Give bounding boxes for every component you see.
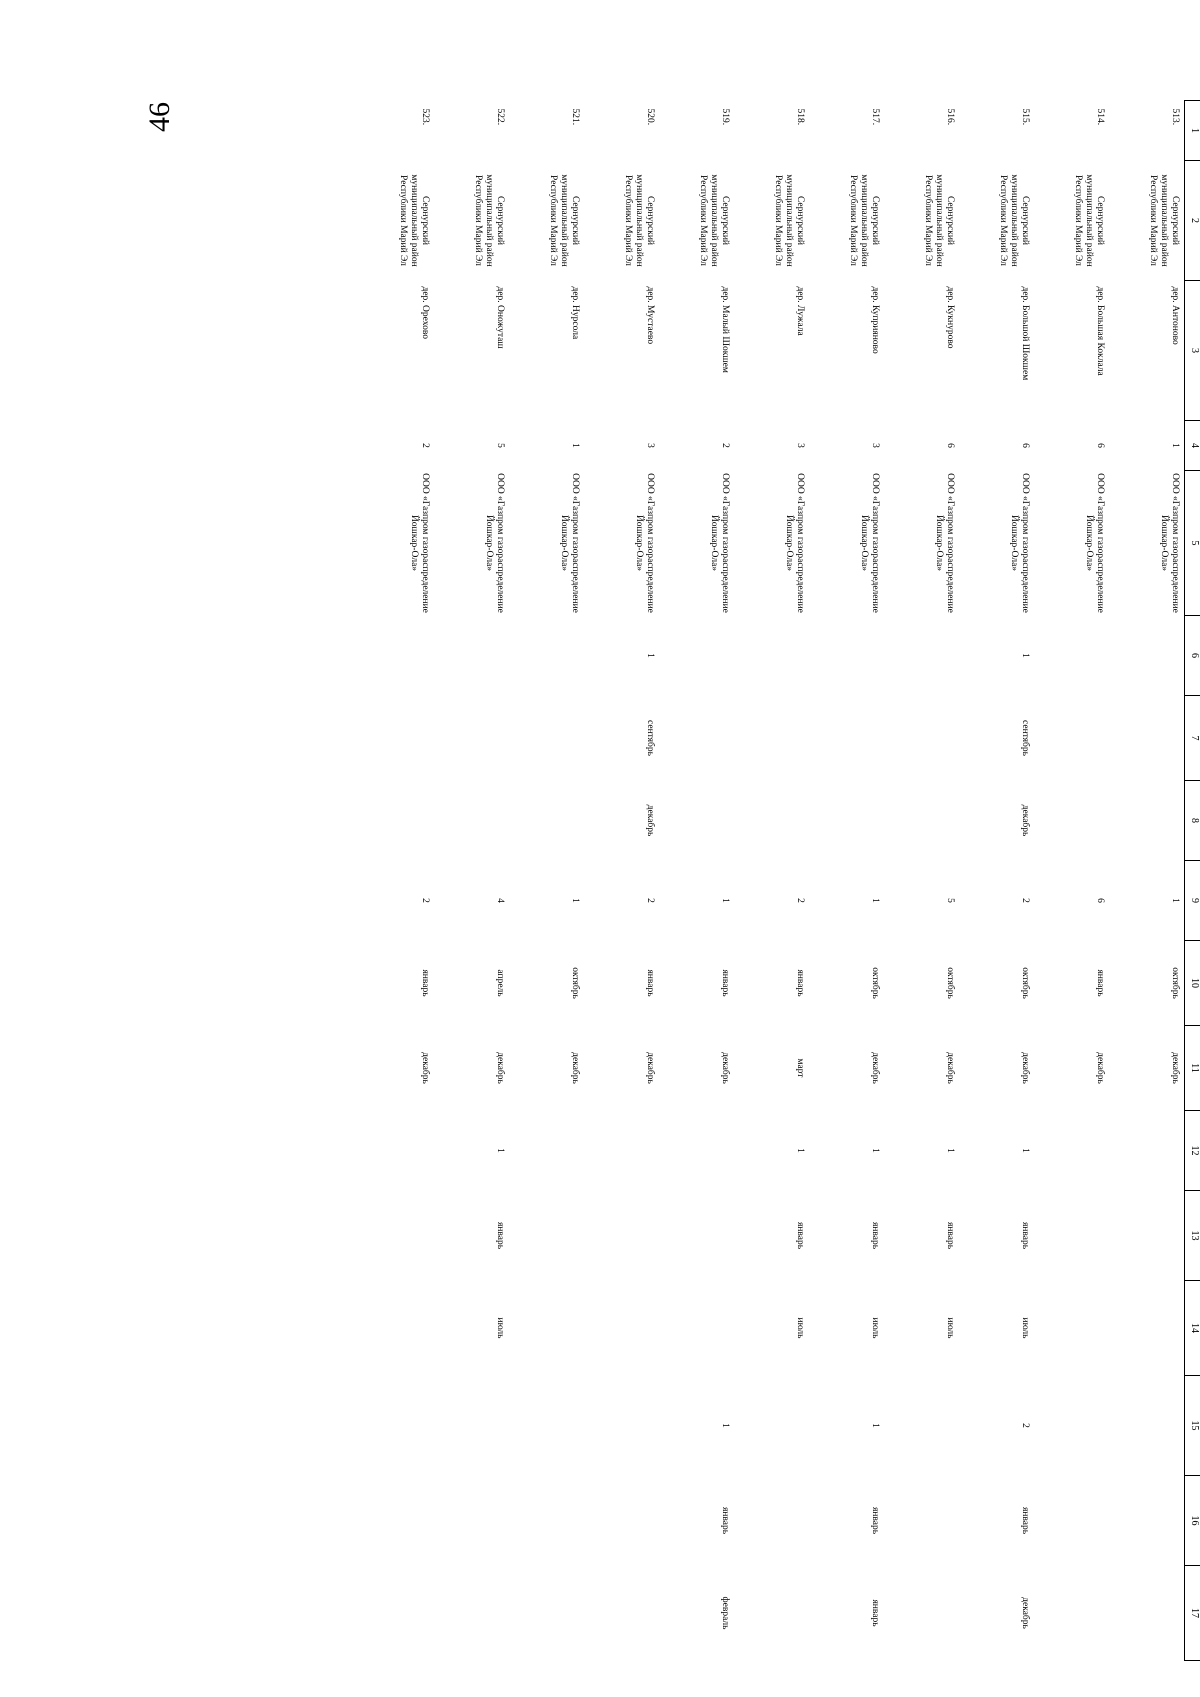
table-cell [1109,1566,1185,1661]
settlement-cell: дер. Антоново [1170,286,1180,345]
organization-cell: ООО «Газпром газораспределение Йошкар-Ола» [1084,473,1105,613]
table-cell [1109,696,1185,781]
table-cell: январь [870,1599,880,1627]
table-cell: 1 [870,1423,880,1428]
col-header: 3 [1185,281,1200,421]
table-cell [359,616,434,696]
table-row [584,101,659,1661]
table-cell: январь [1095,969,1105,997]
organization-cell: ООО «Газпром газораспределение Йошкар-Ола» [409,473,430,613]
settlement-cell: дер. Малый Шокшем [720,286,730,373]
table-cell [1109,781,1185,861]
col-header: 13 [1185,1191,1200,1281]
organization-cell: ООО «Газпром газораспределение Йошкар-Ола» [484,473,505,613]
table-cell: декабрь [1020,804,1030,837]
table-cell [734,1376,809,1476]
table-cell [584,1476,659,1566]
table-cell: октябрь [1020,967,1030,999]
table-cell [809,781,884,861]
table-cell: декабрь [645,804,655,837]
table-cell [659,616,734,696]
table-cell [659,696,734,781]
municipality-cell: Сернурский муниципальный район Республики Марий Эл [1073,174,1105,267]
table-cell: январь [945,1221,955,1250]
table-cell: 4 [495,898,505,903]
table-cell: 2 [1020,1423,1030,1428]
table-cell: 1 [570,443,580,448]
row-number: 520. [645,108,655,126]
table-cell: 5 [945,898,955,903]
table-cell [659,1111,734,1191]
row-number: 518. [795,108,805,126]
municipality-cell: Сернурский муниципальный район Республики Марий Эл [923,174,955,267]
table-cell: январь [795,969,805,997]
row-number: 517. [870,108,880,126]
organization-cell: ООО «Газпром газораспределение Йошкар-Ола» [634,473,655,613]
table-row [434,101,509,1661]
table-cell: июль [870,1317,880,1339]
header-row [1185,101,1200,1661]
municipality-cell: Сернурский муниципальный район Республики Марий Эл [848,174,880,267]
table-cell [434,1476,509,1566]
table-cell [509,1191,584,1281]
table-cell: октябрь [570,967,580,999]
table-cell: декабрь [1020,1052,1030,1084]
row-number: 514. [1095,108,1105,126]
row-number: 516. [945,108,955,126]
table-row [359,101,434,1661]
table-cell [734,696,809,781]
settlement-cell: дер. Куприяново [870,286,880,354]
table-cell [584,1191,659,1281]
table-cell [359,1566,434,1661]
table-cell [359,1376,434,1476]
table-cell [359,781,434,861]
table-cell: декабрь [1170,1052,1180,1084]
table-cell: январь [1020,1506,1030,1535]
table-cell [359,696,434,781]
table-cell [1109,1281,1185,1376]
table-cell: январь [1020,1221,1030,1250]
table-cell: февраль [720,1596,730,1630]
table-cell: 1 [1020,653,1030,658]
table-cell [509,616,584,696]
row-number: 522. [495,108,505,126]
organization-cell: ООО «Газпром газораспределение Йошкар-Ола» [1009,473,1030,613]
table-cell [1034,1476,1109,1566]
municipality-cell: Сернурский муниципальный район Республики Марий Эл [698,174,730,267]
table-row [734,101,809,1661]
table-cell [734,1566,809,1661]
table-cell [1109,616,1185,696]
col-header: 1 [1185,101,1200,161]
table-cell [1034,1191,1109,1281]
row-number: 523. [420,108,430,126]
col-header: 16 [1185,1476,1200,1566]
table-cell [509,1566,584,1661]
table-cell: 1 [720,1423,730,1428]
table-cell [584,1281,659,1376]
table-cell: октябрь [870,967,880,999]
table-cell [359,1111,434,1191]
table-cell: декабрь [570,1052,580,1084]
settlement-cell: дер. Большая Коклала [1095,286,1105,376]
table-cell [1034,781,1109,861]
municipality-cell: Сернурский муниципальный район Республики Марий Эл [548,174,580,267]
table-cell [509,1476,584,1566]
organization-cell: ООО «Газпром газораспределение Йошкар-Ола» [709,473,730,613]
settlement-cell: дер. Большой Шокшем [1020,286,1030,381]
table-cell [884,1566,959,1661]
col-header: 14 [1185,1281,1200,1376]
table-cell: 1 [1020,1148,1030,1153]
table-cell: октябрь [1170,967,1180,999]
table-cell: 1 [570,898,580,903]
table-cell [659,781,734,861]
organization-cell: ООО «Газпром газораспределение Йошкар-Ола» [859,473,880,613]
table-cell: декабрь [870,1052,880,1084]
table-cell: декабрь [645,1052,655,1084]
table-cell [809,696,884,781]
table-cell: январь [720,1506,730,1535]
row-number: 515. [1020,108,1030,126]
table-cell [359,1191,434,1281]
table-cell: 6 [1095,443,1105,448]
table-cell: 6 [945,443,955,448]
table-cell: июль [495,1317,505,1339]
table-cell [884,1476,959,1566]
table-cell [1109,1476,1185,1566]
table-row [1109,101,1185,1661]
table-cell: 2 [420,443,430,448]
table-cell [584,1376,659,1476]
municipality-cell: Сернурский муниципальный район Республики Марий Эл [398,174,430,267]
table-cell: январь [720,969,730,997]
settlement-cell: дер. Оножуташ [495,286,505,349]
table-cell: январь [870,1506,880,1535]
col-header: 4 [1185,421,1200,471]
table-cell [434,1376,509,1476]
table-cell: январь [795,1221,805,1250]
table-cell [584,1111,659,1191]
table-cell [659,1281,734,1376]
settlement-cell: дер. Нурсола [570,286,580,340]
municipality-cell: Сернурский муниципальный район Республики Марий Эл [1148,174,1180,267]
col-header: 2 [1185,161,1200,281]
row-number: 513. [1170,108,1180,126]
col-header: 9 [1185,861,1200,941]
table-cell: 6 [1020,443,1030,448]
table-cell: 1 [495,1148,505,1153]
table-cell: 1 [720,898,730,903]
table-cell [509,1376,584,1476]
table-cell [434,696,509,781]
table-cell: июль [945,1317,955,1339]
table-row [509,101,584,1661]
table-cell: июль [795,1317,805,1339]
table-cell: декабрь [945,1052,955,1084]
table-cell: 1 [945,1148,955,1153]
table-cell [509,1281,584,1376]
table-cell [434,616,509,696]
table-cell [509,696,584,781]
table-cell: июль [1020,1317,1030,1339]
table-cell: декабрь [1095,1052,1105,1084]
table-cell [1109,1191,1185,1281]
table-cell: январь [645,969,655,997]
settlement-cell: дер. Кукнурово [945,286,955,349]
table-cell [659,1191,734,1281]
page-number: 46 [143,102,176,132]
table-cell: 3 [795,443,805,448]
col-header: 11 [1185,1026,1200,1111]
table-cell: 1 [870,1148,880,1153]
table-cell: апрель [495,969,505,997]
table-cell [734,616,809,696]
gasification-table [359,100,1200,1661]
table-row [809,101,884,1661]
table-cell [1034,696,1109,781]
table-row [884,101,959,1661]
organization-cell: ООО «Газпром газораспределение Йошкар-Ола» [784,473,805,613]
organization-cell: ООО «Газпром газораспределение Йошкар-Ола» [934,473,955,613]
table-cell [1034,616,1109,696]
table-cell [509,1111,584,1191]
table-cell: март [795,1058,805,1078]
table-cell [1109,1376,1185,1476]
table-cell: 3 [645,443,655,448]
settlement-cell: дер. Лужала [795,286,805,336]
col-header: 5 [1185,471,1200,616]
table-cell: 1 [870,898,880,903]
table-cell: 1 [1170,898,1180,903]
col-header: 8 [1185,781,1200,861]
table-cell: октябрь [945,967,955,999]
table-cell [509,781,584,861]
organization-cell: ООО «Газпром газораспределение Йошкар-Ола» [559,473,580,613]
table-cell [809,616,884,696]
table-cell [434,1566,509,1661]
municipality-cell: Сернурский муниципальный район Республики Марий Эл [998,174,1030,267]
table-cell [1034,1111,1109,1191]
rotated-table-sheet [190,100,1200,1660]
table-cell: декабрь [1020,1597,1030,1629]
table-cell: 1 [645,653,655,658]
table-cell: декабрь [420,1052,430,1084]
row-number: 519. [720,108,730,126]
table-cell: январь [870,1221,880,1250]
table-cell: 2 [420,898,430,903]
table-cell [359,1476,434,1566]
table-cell [884,696,959,781]
table-cell [884,1376,959,1476]
col-header: 6 [1185,616,1200,696]
table-cell: декабрь [720,1052,730,1084]
table-row [659,101,734,1661]
table-cell [884,781,959,861]
table-cell [734,1476,809,1566]
municipality-cell: Сернурский муниципальный район Республики Марий Эл [623,174,655,267]
table-row [1034,101,1109,1661]
table-cell [884,616,959,696]
table-row [959,101,1034,1661]
table-cell: 1 [1170,443,1180,448]
table-cell: 1 [795,1148,805,1153]
settlement-cell: дер. Орехово [420,286,430,340]
table-cell [584,1566,659,1661]
table-cell: 2 [1020,898,1030,903]
table-cell [434,781,509,861]
table-cell [1034,1566,1109,1661]
table-cell: январь [420,969,430,997]
table-cell: сентябрь [645,720,655,756]
col-header: 17 [1185,1566,1200,1661]
table-cell: 6 [1095,898,1105,903]
row-number: 521. [570,108,580,126]
table-cell: декабрь [495,1052,505,1084]
table-cell [734,781,809,861]
municipality-cell: Сернурский муниципальный район Республики Марий Эл [473,174,505,267]
municipality-cell: Сернурский муниципальный район Республики Марий Эл [773,174,805,267]
table-cell [1034,1281,1109,1376]
table-cell: 2 [795,898,805,903]
table-cell: январь [495,1221,505,1250]
col-header: 12 [1185,1111,1200,1191]
table-cell: 5 [495,443,505,448]
settlement-cell: дер. Мустаево [645,286,655,345]
organization-cell: ООО «Газпром газораспределение Йошкар-Ола» [1159,473,1180,613]
col-header: 15 [1185,1376,1200,1476]
table-cell: 3 [870,443,880,448]
table-cell [1034,1376,1109,1476]
col-header: 10 [1185,941,1200,1026]
table-cell: сентябрь [1020,720,1030,756]
table-cell [359,1281,434,1376]
table-cell: 2 [645,898,655,903]
table-cell: 2 [720,443,730,448]
col-header: 7 [1185,696,1200,781]
table-cell [1109,1111,1185,1191]
